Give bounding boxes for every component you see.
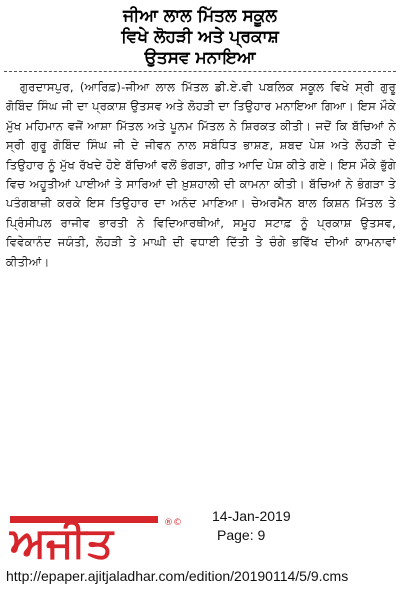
source-url[interactable]: http://epaper.ajitjaladhar.com/edition/20190114/5/9.cms [6,568,349,584]
article-body [6,78,396,272]
logo-wordmark: ਅਜੀਤ [10,518,114,563]
ajit-logo [6,513,196,563]
publication-date: 14-Jan-2019 [212,508,291,524]
headline-line-2: ਵਿਖੇ ਲੋਹੜੀ ਅਤੇ ਪ੍ਰਕਾਸ਼ [121,27,279,47]
separator-rule [4,71,396,72]
headline [6,6,394,69]
headline-line-3: ਉਤਸਵ ਮਨਾਇਆ [144,48,256,68]
headline-line-1: ਜੀਆ ਲਾਲ ਮਿੱਤਲ ਸਕੂਲ [123,6,277,26]
logo-registered-mark: ®© [164,518,182,528]
article-text: ਗੁਰਦਾਸਪੁਰ, (ਆਰਿਫ਼)-ਜੀਆ ਲਾਲ ਮਿੱਤਲ ਡੀ.ਏ.ਵੀ ਪਬਲਿਕ ਸਕੂਲ ਵਿਖੇ ਸ੍ਰੀ ਗੁਰੂ ਗੋਬਿੰਦ ਸਿੰਘ ਜੀ ਦਾ ਪ੍ਰਕਾਸ਼ ਉਤਸਵ ਅਤੇ ਲੋਹੜੀ ਦਾ ਤਿਉਹਾਰ ਮਨਾਇਆ ਗਿਆ। ਇਸ ਮੌਕੇ ਮੁੱਖ ਮਹਿਮਾਨ ਵਜੋਂ ਆਸ਼ਾ ਮਿੱਤਲ ਅਤੇ ਪੂਨਮ ਮਿੱਤਲ ਨੇ ਸ਼ਿਰਕਤ ਕੀਤੀ। ਜਦੋਂ ਕਿ ਬੱਚਿਆਂ ਨੇ ਸ੍ਰੀ ਗੁਰੂ ਗੋਬਿੰਦ ਸਿੰਘ ਜੀ ਦੇ ਜੀਵਨ ਨਾਲ ਸਬੰਧਿਤ ਭਾਸ਼ਣ, ਸ਼ਬਦ ਪੇਸ਼ ਅਤੇ ਲੋਹੜੀ ਦੇ ਤਿਉਹਾਰ ਨੂੰ ਮੁੱਖ ਰੱਖਦੇ ਹੋਏ ਬੱਚਿਆਂ ਵਲੋਂ ਭੰਗੜਾ, ਗੀਤ ਆਦਿ ਪੇਸ਼ ਕੀਤੇ ਗਏ। ਇਸ ਮੌਕੇ ਭੁੱਗੇ ਵਿਚ ਅਹੂਤੀਆਂ ਪਾਈਆਂ ਤੇ ਸਾਰਿਆਂ ਦੀ ਖ਼ੁਸ਼ਹਾਲੀ ਦੀ ਕਾਮਨਾ ਕੀਤੀ। ਬੱਚਿਆਂ ਨੇ ਭੰਗੜਾ ਤੇ ਪਤੰਗਬਾਜ਼ੀ ਕਰਕੇ ਇਸ ਤਿਉਹਾਰ ਦਾ ਅਨੰਦ ਮਾਣਿਆ। ਚੇਅਰਮੈਨ ਬਾਲ ਕਿਸ਼ਨ ਮਿੱਤਲ ਤੇ ਪ੍ਰਿੰਸੀਪਲ ਰਾਜੀਵ ਭਾਰਤੀ ਨੇ ਵਿਦਿਆਰਥੀਆਂ, ਸਮੂਹ ਸਟਾਫ਼ ਨੂੰ ਪ੍ਰਕਾਸ਼ ਉਤਸਵ, ਵਿਵੇਕਾਨੰਦ ਜਯੰਤੀ, ਲੋਹੜੀ ਤੇ ਮਾਘੀ ਦੀ ਵਧਾਈ ਦਿੱਤੀ ਤੇ ਚੰਗੇ ਭਵਿੱਖ ਦੀਆਂ ਕਾਮਨਾਵਾਂ ਕੀਤੀਆਂ। [6,80,396,269]
page-number: Page: 9 [217,527,266,543]
